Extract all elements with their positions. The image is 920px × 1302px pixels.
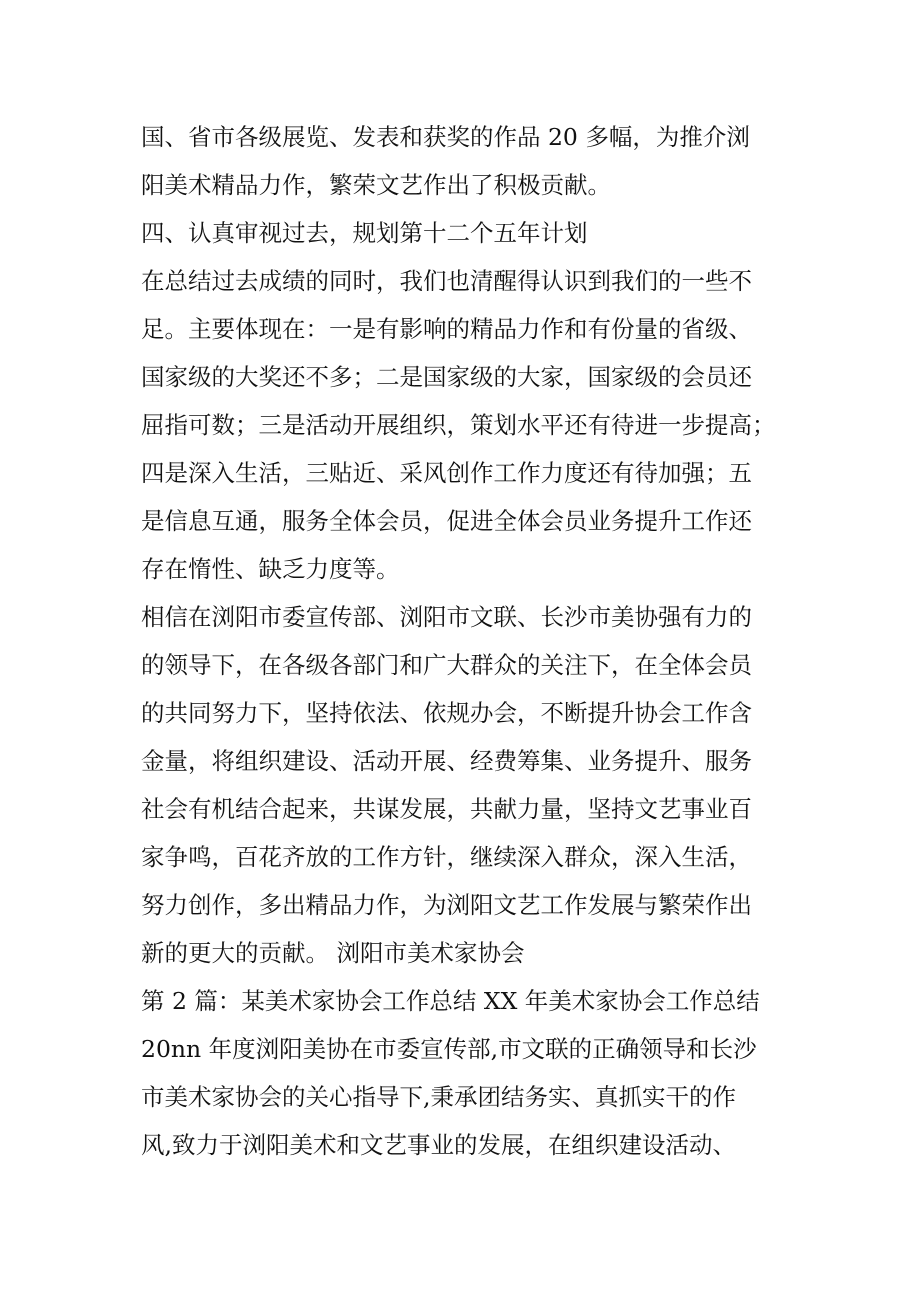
text-line: 的共同努力下，坚持依法、依规办会，不断提升协会工作含 xyxy=(141,699,752,727)
text-line: 社会有机结合起来，共谋发展，共献力量，坚持文艺事业百 xyxy=(141,795,752,823)
text-line: 风,致力于浏阳美术和文艺事业的发展，在组织建设活动、 xyxy=(141,1131,736,1159)
text-line: 金量，将组织建设、活动开展、经费筹集、业务提升、服务 xyxy=(141,747,752,775)
text-line: 努力创作，多出精品力作，为浏阳文艺工作发展与繁荣作出 xyxy=(141,891,752,919)
text-line: 阳美术精品力作，繁荣文艺作出了积极贡献。 xyxy=(141,171,611,199)
text-line: 相信在浏阳市委宣传部、浏阳市文联、长沙市美协强有力的 xyxy=(141,603,752,631)
text-line: 在总结过去成绩的同时，我们也清醒得认识到我们的一些不 xyxy=(141,267,752,295)
text-line: 国、省市各级展览、发表和获奖的作品 20 多幅，为推介浏 xyxy=(141,123,750,151)
text-line: 20nn 年度浏阳美协在市委宣传部,市文联的正确领导和长沙 xyxy=(141,1035,757,1063)
text-line: 存在惰性、缺乏力度等。 xyxy=(141,555,400,583)
text-line: 足。主要体现在：一是有影响的精品力作和有份量的省级、 xyxy=(141,315,752,343)
text-line: 国家级的大奖还不多；二是国家级的大家，国家级的会员还 xyxy=(141,363,752,391)
text-line: 家争鸣，百花齐放的工作方针，继续深入群众，深入生活， xyxy=(141,843,752,871)
text-line: 是信息互通，服务全体会员，促进全体会员业务提升工作还 xyxy=(141,507,752,535)
text-line: 市美术家协会的关心指导下,秉承团结务实、真抓实干的作 xyxy=(141,1083,736,1111)
article-heading: 第 2 篇：某美术家协会工作总结 XX 年美术家协会工作总结 xyxy=(141,987,760,1015)
text-line: 的领导下，在各级各部门和广大群众的关注下，在全体会员 xyxy=(141,651,752,679)
section-heading: 四、认真审视过去，规划第十二个五年计划 xyxy=(141,219,588,247)
text-line: 四是深入生活，三贴近、采风创作工作力度还有待加强；五 xyxy=(141,459,752,487)
text-line: 屈指可数；三是活动开展组织，策划水平还有待进一步提高； xyxy=(141,411,776,439)
text-line: 新的更大的贡献。 浏阳市美术家协会 xyxy=(141,939,525,967)
